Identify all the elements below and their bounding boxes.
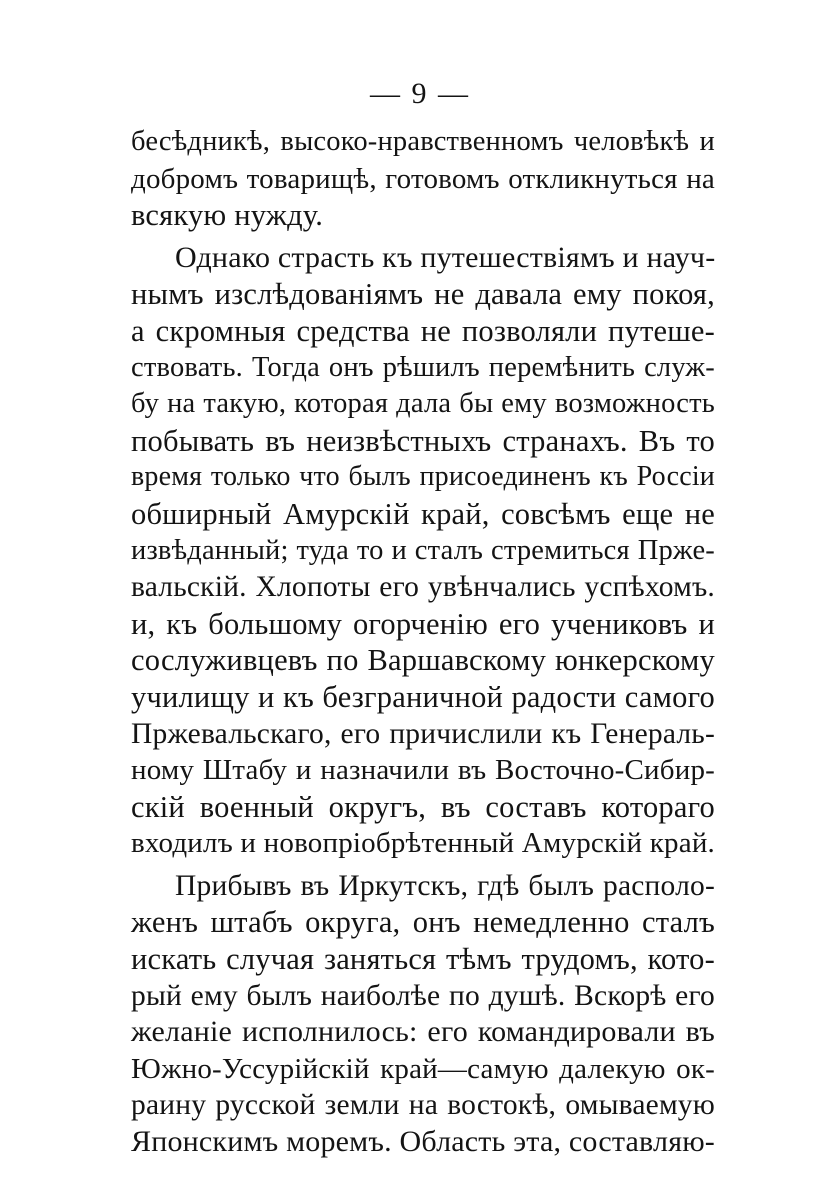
text-line: бу на такую, которая дала бы ему возможность bbox=[131, 388, 715, 420]
text-line: Прибывъ въ Иркутскъ, гдѣ былъ располо- bbox=[175, 869, 715, 902]
text-line: добромъ товарищѣ, готовомъ откликнуться на bbox=[131, 162, 715, 195]
text-line: бесѣдникѣ, высоко-нравственномъ человѣкѣ и bbox=[131, 126, 715, 157]
text-line: рый ему былъ наиболѣе по душѣ. Вскорѣ его bbox=[131, 979, 715, 1012]
text-line: и, къ большому огорченію его учениковъ и bbox=[131, 606, 715, 641]
text-line: Однако страсть къ путешествіямъ и науч- bbox=[175, 240, 716, 274]
text-line: время только что былъ присоединенъ къ Россіи bbox=[131, 461, 715, 493]
text-line: ствовать. Тогда онъ рѣшилъ перемѣнить служ- bbox=[131, 351, 715, 383]
text-line: скій военный округъ, въ составъ котораго bbox=[131, 789, 715, 824]
text-line: извѣданный; туда то и сталъ стремиться Прже- bbox=[131, 534, 715, 566]
text-line: обширный Амурскій край, совсѣмъ еще не bbox=[131, 496, 715, 531]
text-line: училищу и къ безграничной радости самого bbox=[131, 679, 715, 714]
text-line: нымъ изслѣдованіямъ не давала ему покоя, bbox=[131, 277, 715, 312]
text-line: женъ штабъ округа, онъ немедленно сталъ bbox=[131, 905, 715, 940]
text-line: всякую нужду. bbox=[131, 198, 324, 233]
text-line: искать случая заняться тѣмъ трудомъ, кото- bbox=[131, 942, 715, 977]
text-line: сослуживцевъ по Варшавскому юнкерскому bbox=[131, 643, 715, 678]
text-line: побывать въ неизвѣстныхъ странахъ. Въ то bbox=[131, 423, 715, 458]
text-line: ному Штабу и назначили въ Восточно-Сибир- bbox=[131, 754, 715, 787]
text-line: входилъ и новопріобрѣтенный Амурскій край. bbox=[131, 827, 715, 860]
text-line: а скромныя средства не позволяли путеше- bbox=[131, 313, 715, 348]
text-line: раину русской земли на востокѣ, омываемую bbox=[131, 1089, 715, 1122]
text-line: Пржевальскаго, его причислили къ Генераль- bbox=[131, 717, 715, 750]
page-number: — 9 — bbox=[370, 77, 470, 110]
text-line: вальскій. Хлопоты его увѣнчались успѣхомъ. bbox=[131, 571, 715, 604]
text-line: Японскимъ моремъ. Область эта, составляю- bbox=[131, 1125, 715, 1159]
text-line: Южно-Уссурійскій край—самую далекую ок- bbox=[131, 1052, 715, 1085]
text-line: желаніе исполнилось: его командировали въ bbox=[131, 1015, 715, 1049]
body-text bbox=[131, 124, 715, 1161]
